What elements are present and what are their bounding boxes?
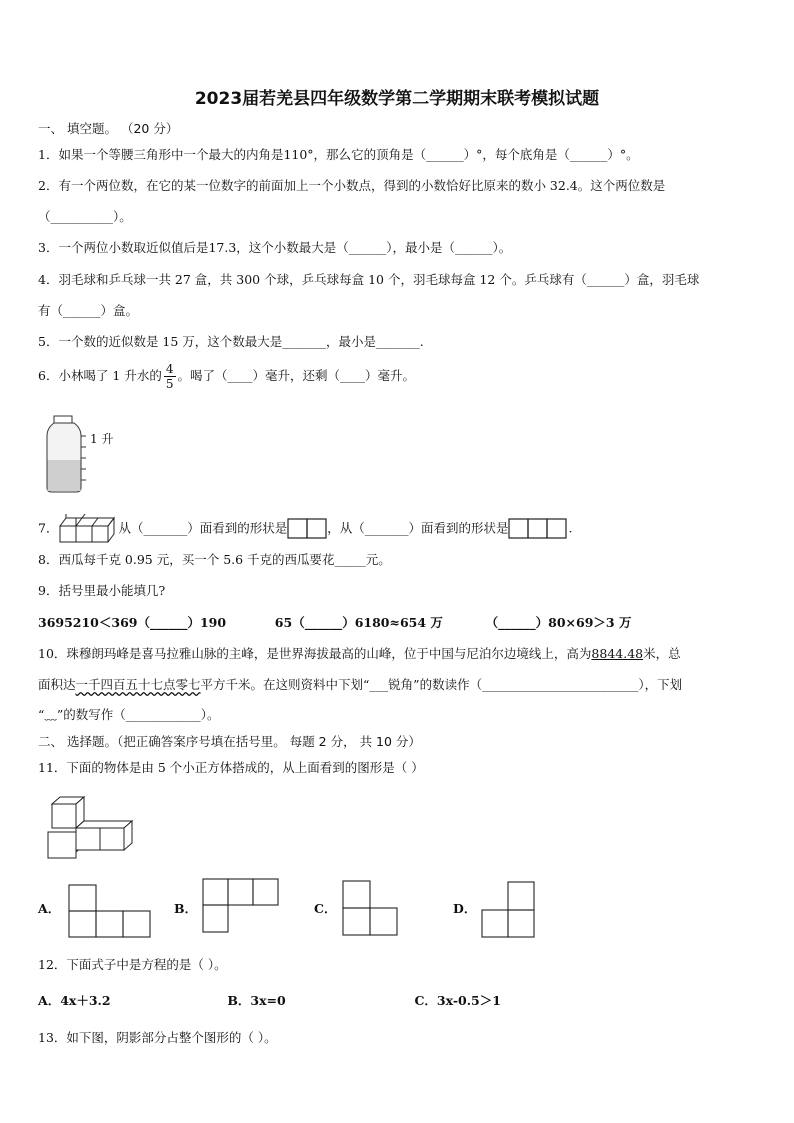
question-6 [38, 362, 415, 391]
shape-d-icon [481, 881, 537, 939]
q11-option-b-label[interactable]: B． [174, 901, 198, 916]
question-9-items [38, 615, 631, 631]
q12-option-c[interactable]: C．3x-0.5＞1 [414, 993, 501, 1008]
q10-text-a-end: 米，总 [643, 646, 681, 661]
question-12-options [38, 993, 501, 1009]
question-9-item-2: 65（______）6180≈654 万 [274, 615, 443, 630]
question-7-number: 7． [38, 520, 59, 536]
three-square-shape [508, 518, 568, 540]
question-9: 9．括号里最小能填几? [38, 583, 166, 598]
fraction-four-fifths [164, 362, 176, 391]
fraction-denominator: 5 [165, 377, 174, 391]
question-4-line-2: 有（______）盒。 [38, 303, 139, 318]
q11-option-b-shape[interactable] [202, 878, 280, 934]
question-5: 5．一个数的近似数是 15 万，这个数最大是_______，最小是_______. [38, 334, 424, 349]
question-3: 3．一个两位小数取近似值后是17.3，这个小数最大是（______），最小是（______）。 [38, 240, 512, 255]
question-13: 13．如下图，阴影部分占整个图形的（ ）。 [38, 1030, 277, 1045]
question-6-post: 。喝了（____）毫升，还剩（____）毫升。 [177, 368, 416, 383]
q12-option-b[interactable]: B．3x=0 [227, 993, 286, 1008]
bottle-icon [44, 414, 124, 494]
water-bottle-figure [44, 414, 124, 494]
q12-option-a[interactable]: A．4x＋3.2 [38, 993, 111, 1008]
q11-option-c-shape[interactable] [342, 880, 398, 936]
five-cubes-icon [44, 796, 140, 862]
bottle-label: 1 升 [90, 432, 114, 446]
q10-quote-open: “ [38, 707, 45, 722]
question-7-end: . [568, 520, 573, 536]
question-11: 11．下面的物体是由 5 个小正方体搭成的，从上面看到的图形是（ ） [38, 760, 424, 775]
two-squares-icon [287, 518, 327, 540]
q11-cube-figure [44, 796, 140, 862]
three-squares-icon [508, 518, 568, 540]
question-10-line-1 [38, 646, 681, 662]
fraction-numerator: 4 [165, 362, 174, 376]
question-10-line-2 [38, 677, 682, 693]
section-heading-choice: 二、 选择题。（把正确答案序号填在括号里。 每题 2 分， 共 10 分） [38, 734, 421, 749]
cube-stack-icon [58, 514, 118, 544]
question-7-view-2: ，从（_______）面看到的形状是 [327, 520, 509, 536]
question-12: 12．下面式子中是方程的是（ ）。 [38, 957, 227, 972]
shape-a-icon [68, 884, 152, 938]
question-8: 8．西瓜每千克 0.95 元，买一个 5.6 千克的西瓜要花_____元。 [38, 552, 391, 567]
q11-option-d-label[interactable]: D． [453, 901, 477, 916]
q10-wavy-mark: ﹏ [44, 707, 57, 722]
q11-option-a-shape[interactable] [68, 884, 152, 938]
two-square-shape [287, 518, 327, 540]
q10-text-a: 10．珠穆朗玛峰是喜马拉雅山脉的主峰，是世界海拔最高的山峰，位于中国与尼泊尔边境线上，高为 [38, 646, 592, 661]
page-title: 2023届若羌县四年级数学第二学期期末联考模拟试题 [194, 89, 600, 109]
question-9-item-3: （______）80×69＞3 万 [485, 615, 632, 630]
shape-c-icon [342, 880, 398, 936]
question-2-line-1: 2．有一个两位数，在它的某一位数字的前面加上一个小数点，得到的小数恰好比原来的数小 32.4。这个两位数是 [38, 178, 666, 193]
q10-text-b: 面积达 [38, 677, 76, 692]
question-10-line-3 [38, 707, 220, 723]
question-6-pre: 6．小林喝了 1 升水的 [38, 368, 162, 383]
question-9-item-1: 3695210＜369（______）190 [38, 615, 227, 630]
question-4-line-1: 4．羽毛球和乒乓球一共 27 盒，共 300 个球，乒乓球每盒 10 个，羽毛球每盒 12 个。乒乓球有（______）盒，羽毛球 [38, 272, 700, 287]
q10-area-words: 一千四百五十七点零七 [75, 677, 201, 692]
q11-option-c-label[interactable]: C． [314, 901, 337, 916]
question-7 [38, 514, 572, 544]
q11-option-d-shape[interactable] [481, 881, 537, 939]
q10-text-c: ”的数写作（____________）。 [56, 707, 220, 722]
shape-b-icon [202, 878, 280, 934]
q10-height-value: 8844.48 [591, 646, 644, 661]
question-7-view-1: 从（_______）面看到的形状是 [118, 520, 288, 536]
section-heading-fill-blank: 一、 填空题。 （20 分） [38, 121, 179, 136]
q11-option-a-label[interactable]: A． [38, 901, 61, 916]
cube-stack-figure [58, 514, 118, 544]
question-2-line-2: （__________）。 [38, 209, 132, 224]
question-1: 1．如果一个等腰三角形中一个最大的内角是110°，那么它的顶角是（______）°，每个底角是（______）°。 [38, 147, 639, 162]
q10-text-b-mid: 平方千米。在这则资料中下划“___锐角”的数读作（_________________________），下划 [200, 677, 683, 692]
